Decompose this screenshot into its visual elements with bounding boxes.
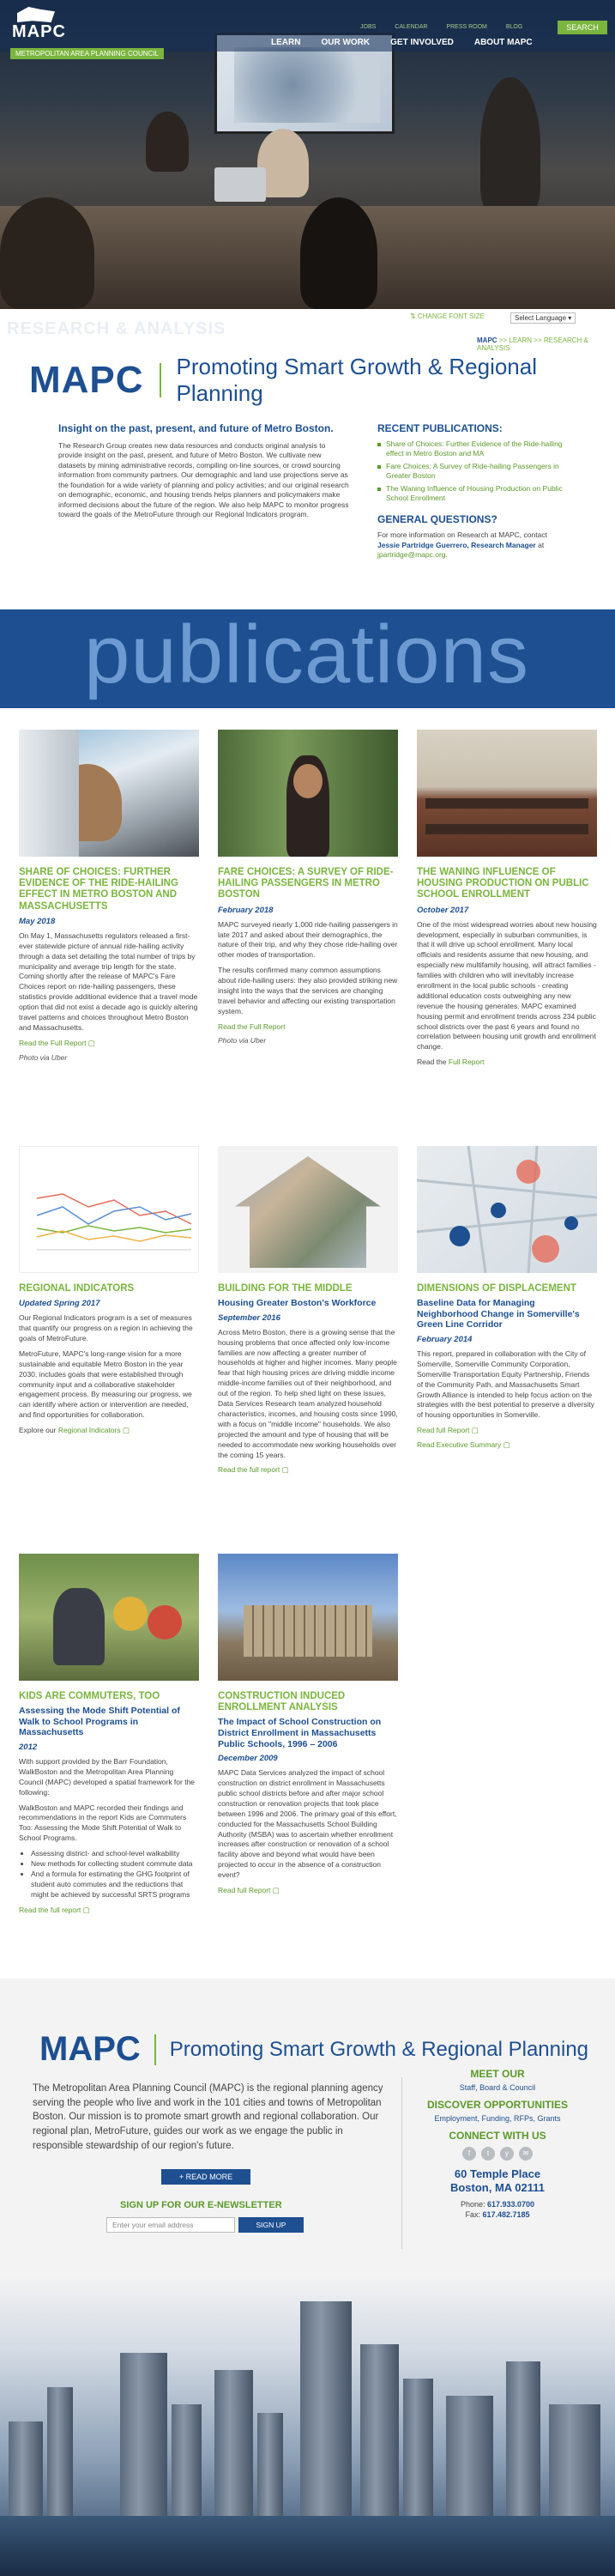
fax-number: 617.482.7185 [482,2210,530,2220]
recent-link[interactable]: Fare Choices: A Survey of Ride-hailing Passengers in Greater Boston [377,462,566,481]
contact-role: , Research Manager [467,540,536,549]
discover-heading: DISCOVER OPPORTUNITIES [426,2099,569,2111]
read-report-link[interactable]: Read the Full Report [218,1021,286,1031]
read-summary-link[interactable]: Read Executive Summary ▢ [417,1440,510,1450]
read-report-link[interactable]: Read the full report ▢ [19,1905,90,1914]
intro-section [58,422,350,520]
youtube-icon[interactable]: y [500,2147,514,2161]
search-button[interactable]: SEARCH [558,21,607,34]
breadcrumb-separator: >> [534,336,542,344]
contact-name: Jessie Partridge Guerrero [377,540,467,549]
card-title[interactable]: CONSTRUCTION INDUCED ENROLLMENT ANALYSIS [218,1691,346,1713]
regional-indicators-link[interactable]: Regional Indicators ▢ [57,1426,130,1435]
ghost-heading: RESEARCH & ANALYSIS [7,319,226,338]
publication-card [19,1554,199,1915]
card-title[interactable]: REGIONAL INDICATORS [19,1283,135,1294]
publication-card [218,730,398,1045]
card-title[interactable]: THE WANING INFLUENCE OF HOUSING PRODUCTION ON PUBLIC SCHOOL ENROLLMENT [417,867,589,900]
util-link-blog[interactable]: BLOG [505,24,523,30]
breadcrumb-current: RESEARCH & ANALYSIS [477,336,588,352]
language-select[interactable]: Select Language ▾ [510,312,576,324]
phone-fax: Phone: 617.933.0700 Fax: 617.482.7185 [460,2199,535,2220]
phone-number[interactable]: 617.933.0700 [486,2199,535,2209]
card-title[interactable]: KIDS ARE COMMUTERS, TOO [19,1691,160,1701]
card-image-construction[interactable] [218,1554,398,1681]
card-date: February 2018 [218,905,274,915]
recent-link[interactable]: The Waning Influence of Housing Production on Public School Enrollment [377,484,566,503]
card-body-2: The results confirmed many common assumptions about ride-hailing users: they also provided striking new insight into the ways that the services are changing travel behavior and affecting our existing transportation system. [218,966,398,1015]
boston-skyline-image [0,2275,615,2576]
card-body: Across Metro Boston, there is a growing sense that the housing problems that once affected only low-income families are now affecting a greater number of households at higher and higher incomes. Many people fear that high housing prices are driving middle income middle-income families out of their neighborhood, and out of the region. To help shed light on these issues, Data Services Research team analyzed household characteristics, incomes, and housing costs since 1990, with a focus on "middle income" households. We also projected the amount and type of housing that will be needed to accommodate new working households over the coming 15 years. [218,1327,398,1459]
util-link-calendar[interactable]: CALENDAR [395,24,428,30]
util-link-jobs[interactable]: JOBS [360,24,377,30]
card-date: September 2016 [218,1312,280,1323]
read-report-line: Read the Full Report [417,1058,485,1067]
footer-about-text: The Metropolitan Area Planning Council (MAPC) is the regional planning agency serving the people who live and work in the 101 cities and towns of Metropolitan Boston. Our mission is to promote smart growth and regional collaboration. Our regional plan, MetroFuture, guides our work as we engage the public in responsible stewardship of our region's future. [33,2083,383,2151]
brand-logo[interactable]: MAPC [29,359,144,401]
connect-heading: CONNECT WITH US [449,2130,546,2142]
card-body: MAPC surveyed nearly 1,000 ride-hailing passengers in late 2017 and asked about their demographics, the nature of their trip, and why they chose ride-hailing over other modes of transportation. [218,919,398,960]
card-date: 2012 [19,1743,38,1752]
page-tools [410,312,576,324]
card-date: December 2009 [218,1754,278,1764]
read-report-link[interactable]: Read full Report ▢ [218,1886,280,1895]
read-report-link[interactable]: Read the full report ▢ [218,1465,289,1475]
card-body-2: WalkBoston and MAPC recorded their findings and recommendations in the report Kids are Commuters Too: Assessing the Mode Shift Potential of Walk to School Programs. [19,1803,187,1843]
card-image-classroom[interactable] [417,730,597,857]
card-date: May 2018 [19,916,56,926]
card-body: With support provided by the Barr Foundation, WalkBoston and the Metropolitan Area Planning Council (MAPC) developed a spatial framework for the following: [19,1757,196,1797]
footer-logo[interactable]: MAPC [39,2030,141,2068]
card-body-2: MetroFuture, MAPC's long-range vision for a more sustainable and equitable Metro Boston in the year 2030, includes goals that were established through community input and a collaborative stakeholder engagement process. By measuring our progress, we can identify where action or intervention are needed, and find opportunities for collaboration. [19,1349,192,1420]
recent-publications [377,422,566,561]
address-line: Boston, MA 02111 [449,2181,546,2195]
util-link-press-room[interactable]: PRESS ROOM [446,24,487,30]
explore-line: Explore our Regional Indicators ▢ [19,1426,130,1435]
nav-learn[interactable]: LEARN [271,38,301,47]
publications-title: publications [84,609,529,700]
publications-banner [0,609,615,708]
recent-heading: RECENT PUBLICATIONS: [377,422,503,434]
publication-card [19,1146,199,1435]
social-icons [412,2147,583,2161]
photo-credit: Photo via Uber [19,1052,68,1062]
footer-tagline: Promoting Smart Growth & Regional Planning [169,2037,589,2061]
main-nav [271,36,533,49]
card-subtitle: The Impact of School Construction on District Enrollment in Massachusetts Public Schools, 1996 – 2006 [218,1717,382,1749]
massachusetts-map-icon [17,7,55,22]
card-date: October 2017 [417,905,469,915]
breadcrumb [477,336,615,352]
list-item: • New methods for collecting student commute data [31,1859,199,1870]
card-subtitle: Assessing the Mode Shift Potential of Walk to School Programs in Massachusetts [19,1706,180,1738]
card-subtitle: Housing Greater Boston's Workforce [218,1298,377,1309]
twitter-icon[interactable]: t [481,2147,495,2161]
card-title[interactable]: BUILDING FOR THE MIDDLE [218,1283,353,1294]
card-body: This report, prepared in collaboration with the City of Somerville, Somerville Community Corporation, Somerville Transportation Equity Partnership, Friends of the Community Path, and Massachusetts Smart Growth Alliance is intended to help focus action on the strategies with the best potential to preserve a diversity of housing opportunities in Somerville. [417,1349,594,1420]
card-image-house-collage[interactable] [218,1146,398,1273]
breadcrumb-separator: >> [498,336,508,344]
brand-divider [160,363,161,397]
brand-header [29,354,615,407]
brand-tagline: Promoting Smart Growth & Regional Planning [176,354,538,406]
hero-banner [0,0,615,309]
hero-person [0,197,94,309]
list-item: • And a formula for estimating the GHG footprint of student auto commutes and the reductions that might be achieved by successful SRTS programs [31,1870,199,1900]
card-image-passenger[interactable] [218,730,398,857]
card-subtitle: Baseline Data for Managing Neighborhood Change in Somerville's Green Line Corridor [417,1298,580,1330]
meet-heading: MEET OUR [470,2068,525,2080]
nav-get-involved[interactable]: GET INVOLVED [390,38,454,47]
publication-card [417,730,597,1066]
email-icon[interactable]: ✉ [519,2147,533,2161]
card-body: One of the most widespread worries about new housing development, especially in suburban communities, is that it will drive up school enrollment. Many local officials and residents assume that new housing, and especially new multifamily housing, will attract families - families with children who will inevitably increase enrollment in the local public schools - creating additional education costs outweighing any new revenue the housing generates. MAPC examined housing permit and enrollment trends across 234 public school districts over the past 6 years and found no correlation between housing unit growth and enrollment change. [417,919,597,1052]
nav-our-work[interactable]: OUR WORK [321,38,371,47]
hero-laptop [214,167,266,202]
hero-person [146,112,189,172]
newsletter-email-input[interactable]: Enter your email address [106,2217,235,2233]
read-more-button[interactable]: + READ MORE [161,2169,250,2185]
card-bullet-list [31,1849,199,1900]
card-title[interactable]: FARE CHOICES: A SURVEY OF RIDE-HAILING PASSENGERS IN METRO BOSTON [218,867,394,900]
read-report-link[interactable]: Read full Report ▢ [417,1426,479,1435]
card-date: February 2014 [417,1335,473,1344]
opportunities-link[interactable]: Employment, Funding, RFPs, Grants [434,2114,561,2123]
footer-divider [401,2077,402,2249]
card-title[interactable]: DIMENSIONS OF DISPLACEMENT [417,1283,576,1294]
card-image-driver[interactable] [19,730,199,857]
card-body: Our Regional Indicators program is a set of measures that quantify our progress on a region in achieving the goals of MetroFuture. [19,1313,193,1343]
card-title[interactable]: SHARE OF CHOICES: FURTHER EVIDENCE OF THE RIDE-HAILING EFFECT IN METRO BOSTON AND MASSACHUSETTS [19,867,178,912]
intro-heading: Insight on the past, present, and future of Metro Boston. [58,422,334,434]
footer [0,1979,615,2576]
footer-brand-divider [154,2034,156,2065]
recent-link[interactable]: Share of Choices: Further Evidence of the Ride-hailing effect in Metro Boston and MA [377,439,566,458]
photo-credit: Photo via Uber [218,1035,267,1045]
questions-heading: GENERAL QUESTIONS? [377,513,497,526]
newsletter-signup-button[interactable]: SIGN UP [238,2217,304,2233]
publication-card [218,1554,398,1895]
utility-nav [360,24,522,30]
logo-text: MAPC [12,22,66,41]
read-report-link[interactable]: Read the Full Report ▢ [19,1038,95,1047]
publication-card [19,730,199,1062]
harbor-water [0,2516,615,2576]
newsletter-heading: SIGN UP FOR OUR E-NEWSLETTER [120,2200,282,2210]
intro-body: The Research Group creates new data resources and conducts original analysis to provide insight on the past, present, and future of Metro Boston. We cultivate new datasets by mining administrative records, compiling on-line sources, or crowd sourcing information from community partners. Our demographic and land use projections serve as the foundation for a wide variety of planning and policy activities; and our original research on demographic, economic, and housing trends helps planners and policymakers make informed decisions about the future of the region. We also help MAPC to monitor progress toward the goals of the MetroFuture through our Regional Indicators program. [58,441,349,519]
contact-email-link[interactable]: jpartridge@mapc.org [377,550,446,560]
card-image-somerville-map[interactable] [417,1146,597,1273]
hero-person [480,77,540,215]
card-body: On May 1, Massachusetts regulators released a first-ever statewide picture of annual ride-hailing activity through a data set detailing the total number of trips by municipality and average trip length for the state. Coming shortly after the release of MAPC's Fare Choices report on ride-hailing passengers, these statistics provide additional evidence that a travel mode option that did not exist a decade ago is quickly altering travel patterns and choices throughout Metro Boston and Massachusetts. [19,930,198,1032]
facebook-icon[interactable]: f [462,2147,476,2161]
card-image-indicators-chart[interactable] [19,1146,199,1273]
read-report-link[interactable]: Full Report [448,1058,485,1067]
list-item: • Assessing district- and school-level walkability [31,1849,199,1859]
address-line: 60 Temple Place [454,2167,541,2180]
breadcrumb-learn[interactable]: LEARN [509,336,533,344]
publication-card [417,1146,597,1450]
footer-links [412,2061,583,2221]
publication-card [218,1146,398,1475]
card-image-kids-bike[interactable] [19,1554,199,1681]
hero-person [300,197,377,309]
card-body: MAPC Data Services analyzed the impact of school construction on district enrollment in Massachusetts public school districts before and after major school construction or renovation projects that took place between 1996 and 2006. The primary goal of this effort, conducted for the Massachusetts School Building Authority (MSBA) was to ascertain whether enrollment increases after construction or renovation of a school facility above and beyond what would have been projected to occur in the absence of a construction event? [218,1768,397,1880]
contact-text: For more information on Research at MAPC, contact Jessie Partridge Guerrero, Research Manager at jpartridge@mapc.org. [377,530,547,560]
breadcrumb-home[interactable]: MAPC [477,336,497,344]
nav-about-mapc[interactable]: ABOUT MAPC [473,38,533,47]
card-date: Updated Spring 2017 [19,1299,100,1309]
mapc-logo[interactable] [12,7,66,41]
address [412,2167,583,2196]
change-font-size-button[interactable]: ⇅ CHANGE FONT SIZE [410,312,485,320]
staff-board-link[interactable]: Staff, Board & Council [459,2083,536,2092]
logo-tagline: METROPOLITAN AREA PLANNING COUNCIL [10,48,164,59]
